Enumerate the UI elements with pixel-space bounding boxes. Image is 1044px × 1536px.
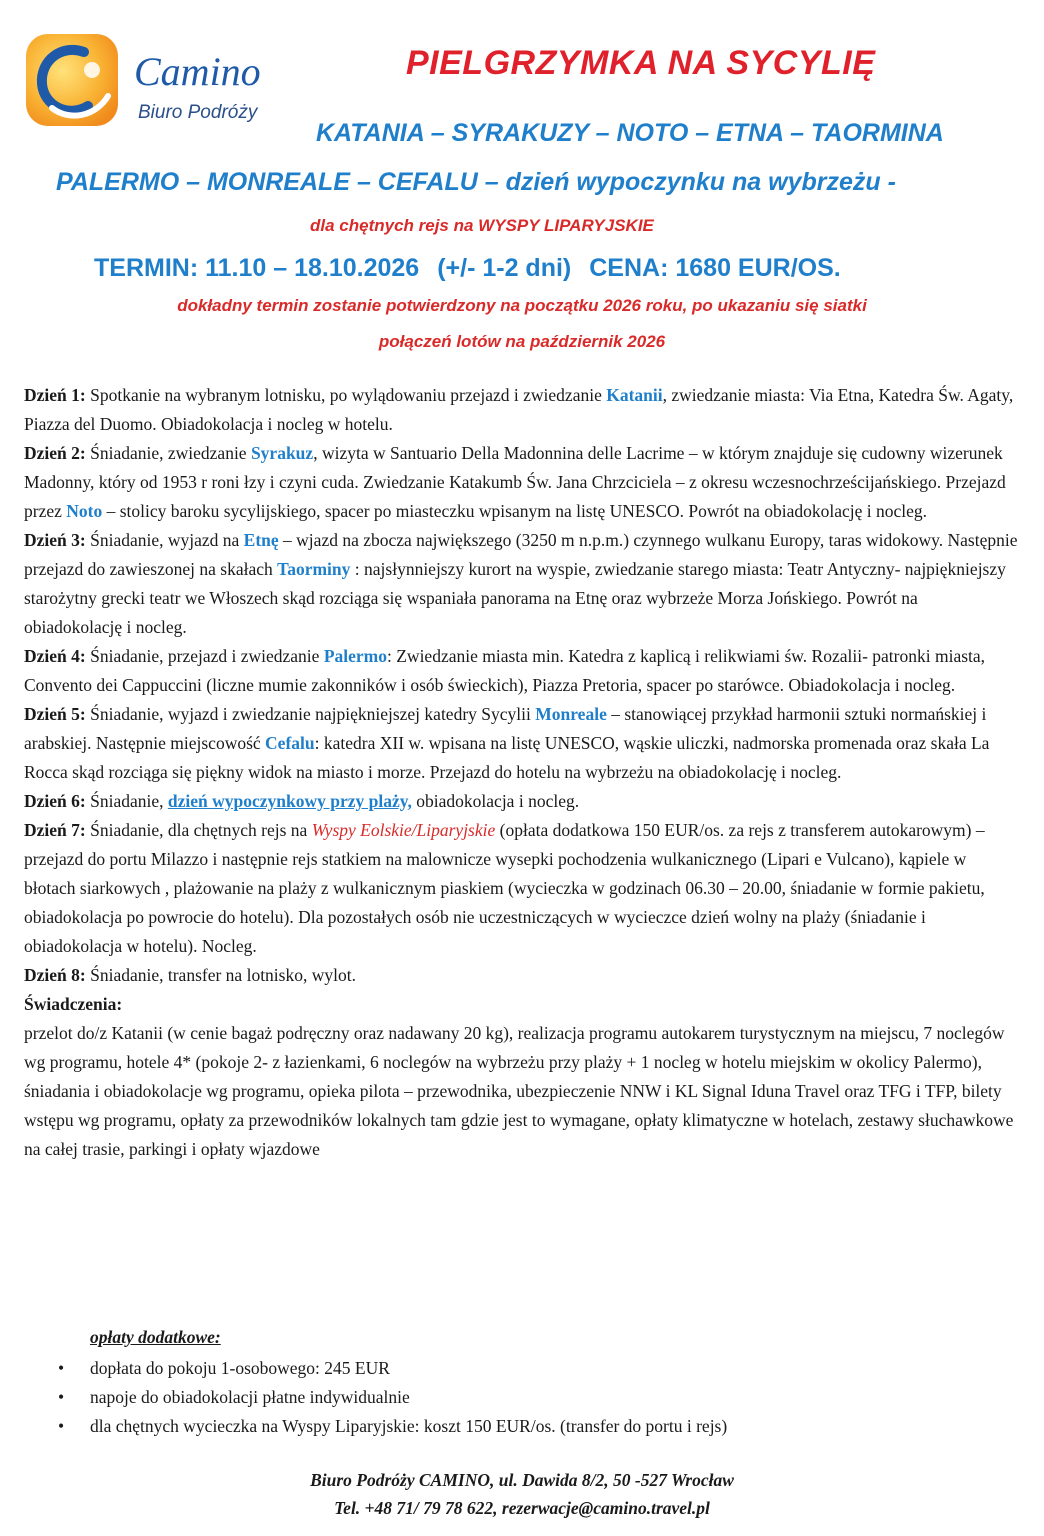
route-line-2: PALERMO – MONREALE – CEFALU – dzień wypoczynku na wybrzeżu - <box>56 168 896 196</box>
list-item-text: dopłata do pokoju 1-osobowego: 245 EUR <box>90 1358 390 1378</box>
day-text: (opłata dodatkowa 150 EUR/os. za rejs z transferem autokarowym) – przejazd do portu Milazzo i następnie rejs statkiem na malownicze wysepki pochodzenia wulkanicznego (Lipari e Vulcano), kąpiele w błotach siarkowych , plażowanie na plaży z wulkanicznym piaskiem (wycieczka w godzinach 06.30 – 20.00, śniadanie w formie pakietu, obiadokolacja po powrocie do hotelu). Dla pozostałych osób nie uczestniczących w wycieczce dzień wolny na plaży (śniadanie i obiadokolacja w hotelu). Nocleg. <box>24 820 985 956</box>
camino-logo-icon <box>22 30 122 130</box>
place-name: Cefalu <box>265 733 315 753</box>
day-label: Dzień 5: <box>24 704 86 724</box>
day-text: , zwiedzanie miasta: Via Etna, Katedra Św. Agaty, Piazza del Duomo. Obiadokolacja i nocleg w hotelu. <box>24 385 1014 434</box>
place-name: Syrakuz <box>250 443 314 463</box>
day-2 <box>24 439 1020 526</box>
day-label: Dzień 1: <box>24 385 86 405</box>
day-text: obiadokolacja i nocleg. <box>411 791 580 811</box>
day-text: Śniadanie, zwiedzanie <box>85 443 251 463</box>
itinerary <box>24 381 1020 1164</box>
day-text: , wizyta w Santuario Della Madonnina delle Lacrime – w którym znajduje się cudowny wizerunek Madonny, który od 1953 r roni łzy i czyni cuda. Zwiedzanie Katakumb Św. Jana Chrzciciela – z okresu wczesnochrześcijańskiego. Przejazd przez <box>24 443 1006 521</box>
day-text: Śniadanie, wyjazd i zwiedzanie najpiękniejszej katedry Sycylii <box>85 704 536 724</box>
day-1 <box>24 381 1020 439</box>
company-logo <box>22 30 312 130</box>
islands-name: Wyspy Eolskie/Liparyjskie <box>311 820 496 840</box>
extra-fees <box>56 1323 1016 1441</box>
optional-cruise-note: dla chętnych rejs na WYSPY LIPARYJSKIE <box>310 216 654 235</box>
day-text: Śniadanie, przejazd i zwiedzanie <box>85 646 324 666</box>
list-item <box>56 1354 1016 1383</box>
extra-fees-heading: opłaty dodatkowe: <box>90 1327 221 1347</box>
day-text: Spotkanie na wybranym lotnisku, po wylądowaniu przejazd i zwiedzanie <box>85 385 607 405</box>
place-name: Taorminy <box>277 559 351 579</box>
day-4 <box>24 642 1020 700</box>
footer-contact: Tel. +48 71/ 79 78 622, rezerwacje@camino.travel.pl <box>334 1498 710 1518</box>
day-7 <box>24 816 1020 961</box>
list-item <box>56 1383 1016 1412</box>
bullet-icon: • <box>58 1416 65 1436</box>
page-title: PIELGRZYMKA NA SYCYLIĘ <box>406 44 876 82</box>
day-text: Śniadanie, dla chętnych rejs na <box>85 820 312 840</box>
place-name: Palermo <box>323 646 387 666</box>
day-text: : katedra XII w. wpisana na listę UNESCO, wąskie uliczki, nadmorska promenada oraz skała La Rocca skąd rozciąga się piękny widok na miasto i morze. Przejazd do hotelu na wybrzeżu na obiadokolację i nocleg. <box>24 733 990 782</box>
bullet-icon: • <box>58 1358 65 1378</box>
place-name: Noto <box>66 501 103 521</box>
day-text: – stanowiącej przykład harmonii sztuki normańskiej i arabskiej. Następnie miejscowość <box>24 704 987 753</box>
date-note-line-1: dokładny termin zostanie potwierdzony na początku 2026 roku, po ukazaniu się siatki <box>177 296 867 315</box>
place-name: Monreale <box>535 704 607 724</box>
list-item <box>56 1412 1016 1441</box>
day-text: Śniadanie, <box>85 791 168 811</box>
logo-subtitle: Biuro Podróży <box>138 102 258 123</box>
day-label: Dzień 2: <box>24 443 86 463</box>
footer-address: Biuro Podróży CAMINO, ul. Dawida 8/2, 50 -527 Wrocław <box>310 1470 734 1490</box>
day-text: – stolicy baroku sycylijskiego, spacer po miasteczku wpisanym na listę UNESCO. Powrót na obiadokolację i nocleg. <box>102 501 927 521</box>
day-5 <box>24 700 1020 787</box>
day-text: Śniadanie, wyjazd na <box>85 530 244 550</box>
day-label: Dzień 4: <box>24 646 86 666</box>
day-label: Dzień 7: <box>24 820 86 840</box>
list-item-text: dla chętnych wycieczka na Wyspy Liparyjskie: koszt 150 EUR/os. (transfer do portu i rejs) <box>90 1416 728 1436</box>
date-note-line-2: połączeń lotów na październik 2026 <box>378 332 666 351</box>
services-heading: Świadczenia: <box>24 994 123 1014</box>
term-and-price <box>94 254 841 283</box>
list-item-text: napoje do obiadokolacji płatne indywidualnie <box>90 1387 410 1407</box>
route-line-1: KATANIA – SYRAKUZY – NOTO – ETNA – TAORMINA <box>316 119 944 147</box>
day-label: Dzień 3: <box>24 530 86 550</box>
term-flex: (+/- 1-2 dni) <box>437 254 572 282</box>
day-text: : najsłynniejszy kurort na wyspie, zwiedzanie starego miasta: Teatr Antyczny- najpiękniejszy starożytny grecki teatr we Włoszech skąd rozciąga się wspaniała panorama na Etnę oraz wybrzeże Morza Jońskiego. Powrót na obiadokolację i nocleg. <box>24 559 1006 637</box>
day-label: Dzień 8: <box>24 965 86 985</box>
term-dates: TERMIN: 11.10 – 18.10.2026 <box>94 254 420 282</box>
services-text: przelot do/z Katanii (w cenie bagaż podręczny oraz nadawany 20 kg), realizacja programu autokarem turystycznym na miejscu, 7 noclegów wg programu, hotele 4* (pokoje 2- z łazienkami, 6 noclegów na wybrzeżu przy plaży + 1 nocleg w hotelu miejskim w okolicy Palermo), śniadania i obiadokolacje wg programu, opieka pilota – przewodnika, ubezpieczenie NNW i KL Signal Iduna Travel oraz TFG i TFP, bilety wstępu wg programu, opłaty za przewodników lokalnych tam gdzie jest to wymagane, opłaty klimatyczne w hotelach, zestawy słuchawkowe na całej trasie, parkingi i opłaty wjazdowe <box>24 1023 1014 1159</box>
place-name: Katanii <box>606 385 663 405</box>
day-text: Śniadanie, transfer na lotnisko, wylot. <box>85 965 356 985</box>
day-3 <box>24 526 1020 642</box>
contact-footer <box>0 1466 1044 1522</box>
day-text: – wjazd na zbocza największego (3250 m n.p.m.) czynnego wulkanu Europy, taras widokowy. Następnie przejazd do zawieszonej na skałach <box>24 530 1018 579</box>
day-label: Dzień 6: <box>24 791 86 811</box>
day-text: : Zwiedzanie miasta min. Katedra z kaplicą i relikwiami św. Rozalii- patronki miasta, Convento dei Cappuccini (liczne mumie zakonników i osób świeckich), Piazza Pretoria, spacer po starówce. Obiadokolacja i nocleg. <box>24 646 986 695</box>
day-8 <box>24 961 1020 990</box>
price: CENA: 1680 EUR/OS. <box>589 254 841 282</box>
extra-fees-list <box>56 1354 1016 1441</box>
bullet-icon: • <box>58 1387 65 1407</box>
beach-day-link[interactable]: dzień wypoczynkowy przy plaży, <box>167 791 412 811</box>
logo-brand-name: Camino <box>134 49 261 94</box>
day-6 <box>24 787 1020 816</box>
place-name: Etnę <box>243 530 279 550</box>
